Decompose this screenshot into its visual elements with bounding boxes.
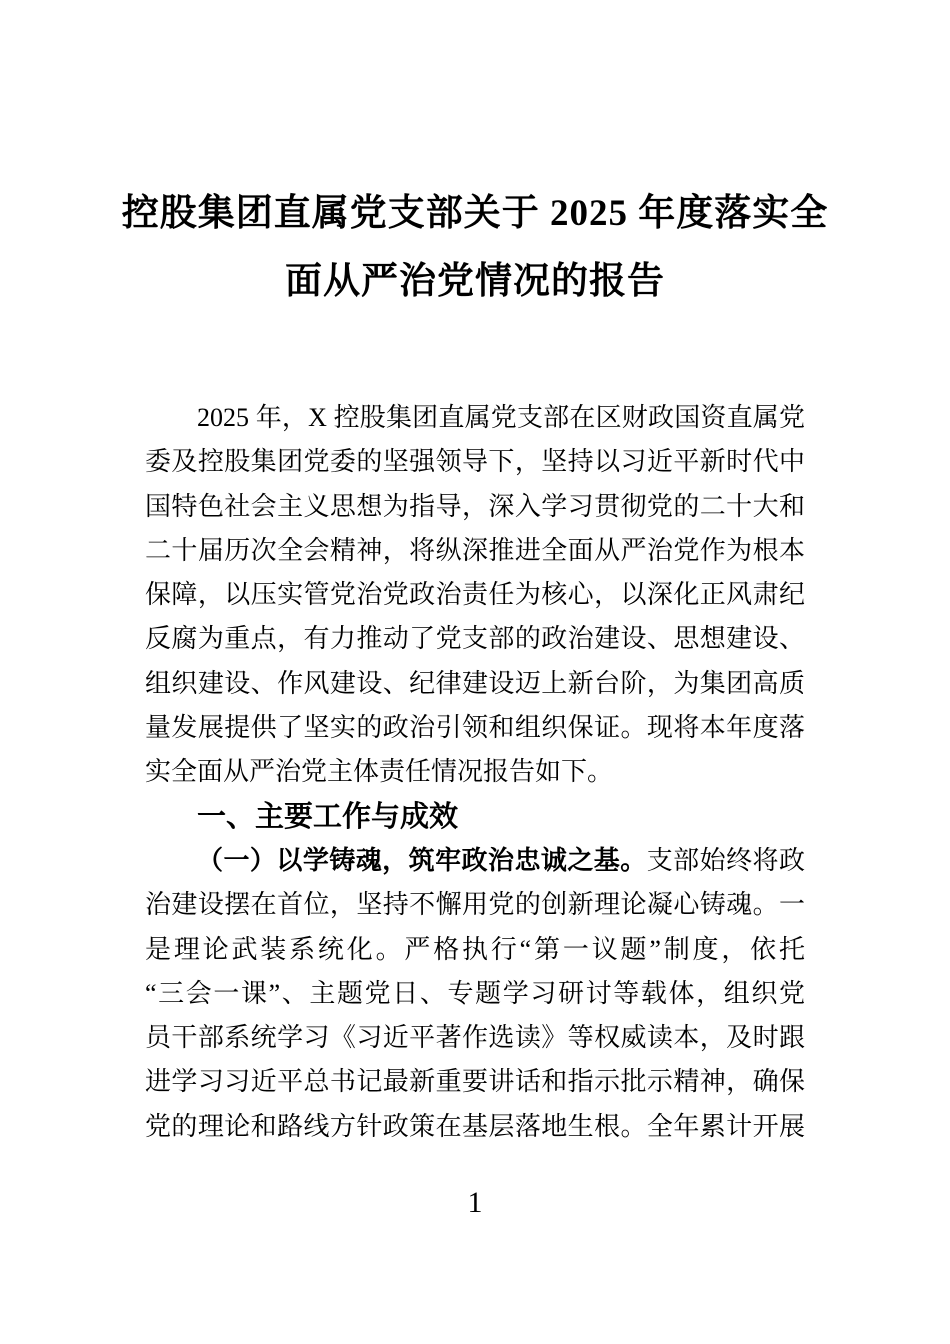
text-run: 二十届历次全会精神，将纵深推进全面从严治党作为根本 (145, 535, 805, 565)
section-heading (145, 795, 805, 839)
body-line (145, 617, 805, 661)
body-line (145, 1060, 805, 1104)
body-line (145, 1105, 805, 1149)
text-run: 进学习习近平总书记最新重要讲话和指示批示精神，确保 (145, 1067, 805, 1097)
text-run: 党的理论和路线方针政策在基层落地生根。全年累计开展 (145, 1111, 805, 1141)
page-footer (0, 1181, 950, 1225)
text-run: 实全面从严治党主体责任情况报告如下。 (145, 757, 614, 787)
body-line (145, 529, 805, 573)
page-number: 1 (467, 1186, 483, 1220)
body-line (145, 485, 805, 529)
text-run: 量发展提供了坚实的政治引领和组织保证。现将本年度落 (145, 713, 805, 743)
body-line (145, 396, 805, 440)
text-run: 组织建设、作风建设、纪律建设迈上新台阶，为集团高质 (145, 668, 805, 698)
text-run: 国特色社会主义思想为指导，深入学习贯彻党的二十大和 (145, 491, 805, 521)
text-run: 治建设摆在首位，坚持不懈用党的创新理论凝心铸魂。一 (145, 890, 805, 920)
text-run: 委及控股集团党委的坚强领导下，坚持以习近平新时代中 (145, 447, 805, 477)
text-run: 2025 年，X 控股集团直属党支部在区财政国资直属党 (197, 403, 805, 432)
title-line-2: 面从严治党情况的报告 (285, 261, 665, 302)
text-run: 员干部系统学习《习近平著作选读》等权威读本，及时跟 (145, 1023, 805, 1053)
paragraph (145, 396, 805, 795)
document-body (145, 396, 805, 1149)
body-line (145, 928, 805, 972)
body-line (145, 662, 805, 706)
emphasis-text: 一、主要工作与成效 (197, 800, 459, 833)
text-run: 保障，以压实管党治党政治责任为核心，以深化正风肃纪 (145, 580, 805, 610)
body-line (145, 706, 805, 750)
body-line (145, 839, 805, 883)
heading-line (145, 795, 805, 839)
text-run: 反腐为重点，有力推动了党支部的政治建设、思想建设、 (145, 624, 805, 654)
body-line (145, 1016, 805, 1060)
body-line (145, 972, 805, 1016)
title-line-1: 控股集团直属党支部关于 2025 年度落实全 (121, 193, 829, 234)
text-run: “三会一课”、主题党日、专题学习研讨等载体，组织党 (145, 978, 805, 1008)
emphasis-text: （一）以学铸魂，筑牢政治忠诚之基。 (197, 845, 647, 875)
body-line (145, 440, 805, 484)
body-line (145, 750, 805, 794)
body-line (145, 883, 805, 927)
text-run: 是理论武装系统化。严格执行“第一议题”制度，依托 (145, 934, 805, 964)
paragraph (145, 839, 805, 1149)
text-run: 支部始终将政 (646, 845, 805, 875)
body-line (145, 573, 805, 617)
document-title (95, 0, 855, 316)
